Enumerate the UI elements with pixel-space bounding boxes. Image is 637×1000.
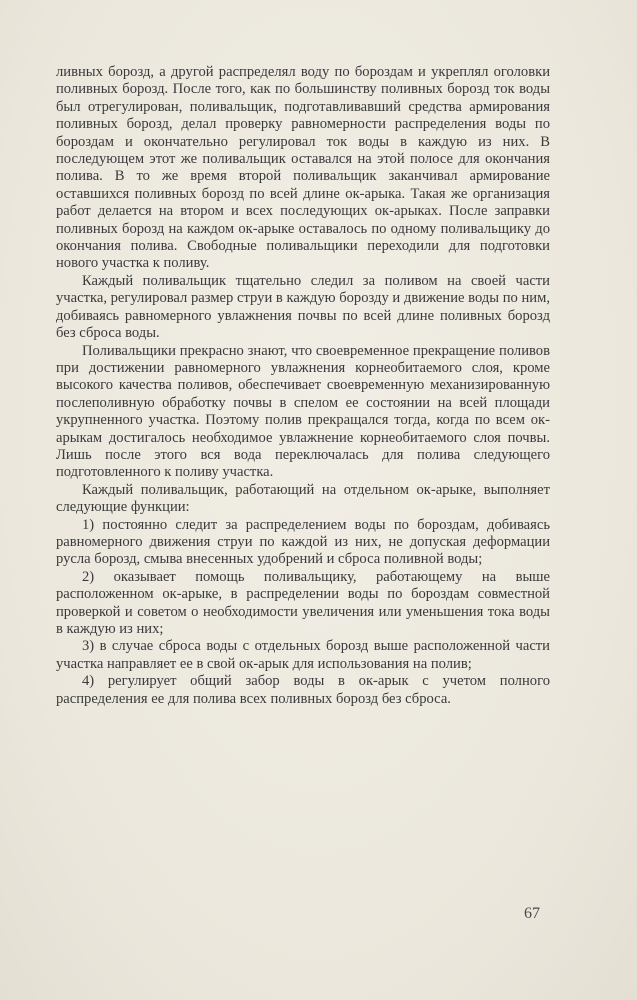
body-text: [56, 64, 550, 708]
page-number: 67: [524, 905, 540, 922]
paragraph-continuation: ливных борозд, а другой распределял воду по бороздам и укреплял оголовки поливных борозд. После того, как по большинству поливных борозд ток воды был отрегулирован, поливальщик, подготавливавший средства армирования поливных борозд, делал проверку равномерности распределения воды по бороздам и окончательно регулировал ток воды в каждую из них. В последующем этот же поливальщик оставался на этой полосе для окончания полива. В то же время второй поливальщик заканчивал армирование оставшихся поливных борозд по всей длине ок-арыка. Такая же организация работ делается на втором и всех последующих ок-арыках. После заправки поливных борозд на каждом ок-арыке оставалось по одному поливальщику до окончания полива. Свободные поливальщики переходили для подготовки нового участка к поливу.: [56, 64, 550, 272]
paragraph-careful-watering: Каждый поливальщик тщательно следил за поливом на своей части участка, регулировал размер струи в каждую борозду и движение воды по ним, добиваясь равномерного увлажнения почвы по всей длине поливных борозд без сброса воды.: [56, 272, 550, 342]
list-item-2: 2) оказывает помощь поливальщику, работающему на выше расположенном ок-арыке, в распределении воды по бороздам совместной проверкой и советом о необходимости увеличения или уменьшения тока воды в каждую из них;: [56, 568, 550, 637]
paragraph-timely-stop: Поливальщики прекрасно знают, что своевременное прекращение поливов при достижении равномерного увлажнения корнеобитаемого слоя, кроме высокого качества поливов, обеспечивает своевременную механизированную послеполивную обработку почвы в спелом ее состоянии на всей площади укрупненного участка. Поэтому полив прекращался тогда, когда по всем ок-арыкам достигалось необходимое увлажнение корнеобитаемого слоя почвы. Лишь после этого вся вода переключалась для полива следующего подготовленного к поливу участка.: [56, 342, 550, 481]
paragraph-functions-intro: Каждый поливальщик, работающий на отдельном ок-арыке, выполняет следующие функции:: [56, 481, 550, 516]
list-item-3: 3) в случае сброса воды с отдельных борозд выше расположенной части участка направляет ее в свой ок-арык для использования на полив;: [56, 638, 550, 672]
list-item-4: 4) регулирует общий забор воды в ок-арык с учетом полного распределения ее для полива всех поливных борозд без сброса.: [56, 673, 550, 707]
list-item-1: 1) постоянно следит за распределением воды по бороздам, добиваясь равномерного движения струи по каждой из них, не допуская деформации русла борозд, смыва внесенных удобрений и сброса поливной воды;: [56, 516, 550, 568]
